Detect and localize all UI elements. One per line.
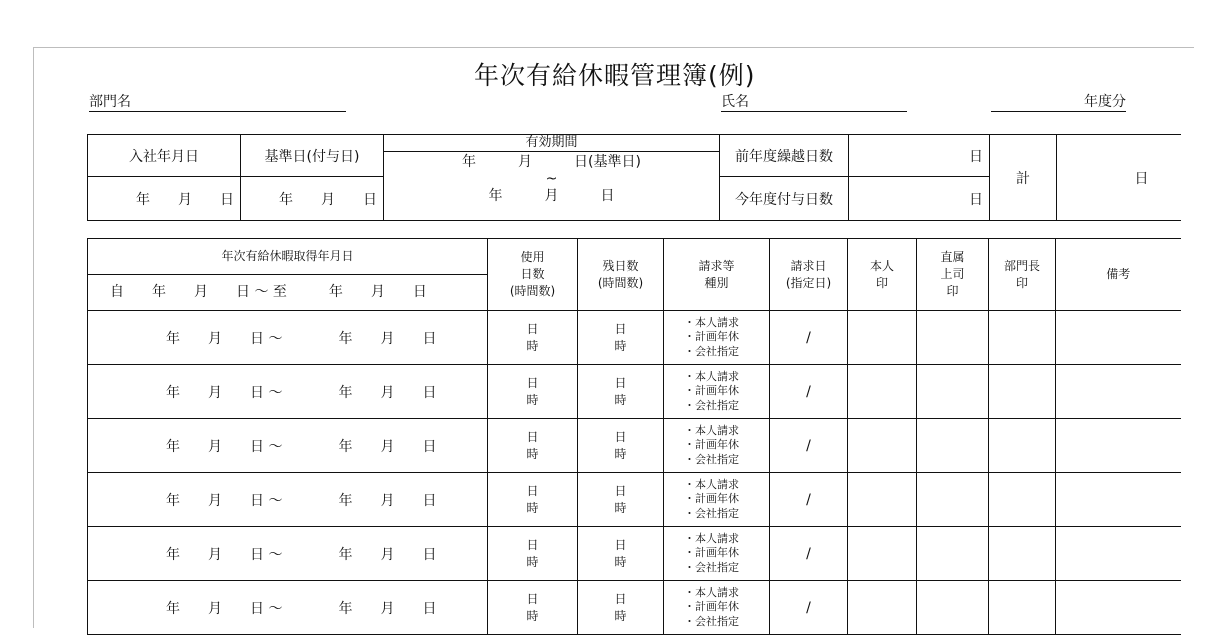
- request-option-company[interactable]: ・会社指定: [684, 344, 739, 358]
- day-unit: 日: [614, 429, 627, 444]
- self-seal-header: 本人 印: [848, 239, 917, 311]
- used-days-header: 使用 日数 (時間数): [488, 239, 578, 311]
- request-option-planned[interactable]: ・計画年休: [684, 330, 739, 344]
- supervisor-seal-cell[interactable]: [917, 473, 989, 527]
- request-option-company[interactable]: ・会社指定: [684, 398, 739, 412]
- leave-date-range[interactable]: 年 月 日 ～ 年 月 日: [88, 419, 488, 473]
- ledger-row: [88, 473, 1181, 527]
- request-option-self[interactable]: ・本人請求: [684, 477, 739, 491]
- day-unit: 日: [614, 537, 627, 552]
- dept-head-seal-cell[interactable]: [989, 365, 1056, 419]
- day-unit: 日: [526, 591, 539, 606]
- used-days-cell[interactable]: [488, 581, 578, 635]
- supervisor-seal-cell[interactable]: [917, 311, 989, 365]
- ledger-row: [88, 365, 1181, 419]
- remaining-days-cell[interactable]: [578, 527, 664, 581]
- dept-head-seal-cell[interactable]: [989, 473, 1056, 527]
- carryover-unit: 日: [969, 148, 983, 165]
- request-type-cell[interactable]: [664, 581, 770, 635]
- carryover-header: 前年度繰越日数: [720, 135, 849, 177]
- remaining-days-cell[interactable]: [578, 311, 664, 365]
- summary-table: [87, 134, 1181, 221]
- ledger-row: [88, 581, 1181, 635]
- request-option-self[interactable]: ・本人請求: [684, 585, 739, 599]
- valid-period-cell[interactable]: [384, 135, 720, 221]
- self-seal-cell[interactable]: [848, 527, 917, 581]
- day-unit: 日: [526, 429, 539, 444]
- hire-date-header: 入社年月日: [88, 135, 241, 177]
- request-type-cell[interactable]: [664, 311, 770, 365]
- valid-end: 年 月 日: [488, 188, 615, 204]
- ledger-row: [88, 311, 1181, 365]
- total-unit: 日: [1134, 170, 1149, 187]
- used-days-cell[interactable]: [488, 527, 578, 581]
- supervisor-seal-cell[interactable]: [917, 527, 989, 581]
- request-option-company[interactable]: ・会社指定: [684, 560, 739, 574]
- supervisor-seal-cell[interactable]: [917, 419, 989, 473]
- remaining-days-cell[interactable]: [578, 581, 664, 635]
- leave-date-range[interactable]: 年 月 日 ～ 年 月 日: [88, 581, 488, 635]
- used-days-cell[interactable]: [488, 419, 578, 473]
- day-unit: 日: [614, 591, 627, 606]
- request-date-cell[interactable]: /: [770, 473, 848, 527]
- notes-cell[interactable]: [1056, 365, 1181, 419]
- day-unit: 日: [526, 321, 539, 336]
- leave-date-range[interactable]: 年 月 日 ～ 年 月 日: [88, 365, 488, 419]
- remaining-days-header: 残日数 (時間数): [578, 239, 664, 311]
- day-unit: 日: [614, 375, 627, 390]
- hour-unit: 時: [614, 608, 627, 623]
- hour-unit: 時: [526, 500, 539, 515]
- hour-unit: 時: [614, 338, 627, 353]
- hour-unit: 時: [614, 446, 627, 461]
- hour-unit: 時: [526, 446, 539, 461]
- hire-date-value[interactable]: 年 月 日: [88, 177, 241, 221]
- self-seal-cell[interactable]: [848, 473, 917, 527]
- leave-date-range[interactable]: 年 月 日 ～ 年 月 日: [88, 473, 488, 527]
- request-date-cell[interactable]: /: [770, 365, 848, 419]
- request-option-self[interactable]: ・本人請求: [684, 369, 739, 383]
- hour-unit: 時: [526, 554, 539, 569]
- leave-dates-header: 年次有給休暇取得年月日: [88, 239, 488, 275]
- valid-period-header: 有効期間: [384, 135, 719, 152]
- supervisor-seal-header: 直属 上司 印: [917, 239, 989, 311]
- day-unit: 日: [614, 483, 627, 498]
- notes-cell[interactable]: [1056, 527, 1181, 581]
- request-option-self[interactable]: ・本人請求: [684, 531, 739, 545]
- notes-cell[interactable]: [1056, 473, 1181, 527]
- granted-header: 今年度付与日数: [720, 177, 849, 221]
- hour-unit: 時: [526, 338, 539, 353]
- leave-date-range[interactable]: 年 月 日 ～ 年 月 日: [88, 311, 488, 365]
- hour-unit: 時: [614, 500, 627, 515]
- total-value[interactable]: [1057, 135, 1181, 221]
- fiscal-year-field[interactable]: [991, 93, 1126, 112]
- name-label: 氏名: [721, 94, 749, 110]
- request-option-planned[interactable]: ・計画年休: [684, 492, 739, 506]
- remaining-days-cell[interactable]: [578, 365, 664, 419]
- request-type-cell[interactable]: [664, 473, 770, 527]
- carryover-value[interactable]: [849, 135, 990, 177]
- request-option-planned[interactable]: ・計画年休: [684, 384, 739, 398]
- form-page: [33, 47, 1194, 628]
- dept-head-seal-cell[interactable]: [989, 311, 1056, 365]
- day-unit: 日: [526, 537, 539, 552]
- valid-start: 年 月 日(基準日): [462, 154, 641, 170]
- notes-cell[interactable]: [1056, 419, 1181, 473]
- hour-unit: 時: [614, 392, 627, 407]
- ledger-row: [88, 527, 1181, 581]
- request-option-company[interactable]: ・会社指定: [684, 506, 739, 520]
- base-date-header: 基準日(付与日): [241, 135, 384, 177]
- granted-unit: 日: [969, 191, 983, 208]
- from-to-header: 自 年 月 日 ～ 至 年 月 日: [88, 275, 488, 311]
- dept-label: 部門名: [89, 94, 131, 110]
- request-date-cell[interactable]: /: [770, 419, 848, 473]
- remaining-days-cell[interactable]: [578, 473, 664, 527]
- request-date-cell[interactable]: /: [770, 581, 848, 635]
- day-unit: 日: [526, 483, 539, 498]
- dept-head-seal-header: 部門長 印: [989, 239, 1056, 311]
- dept-head-seal-cell[interactable]: [989, 581, 1056, 635]
- request-type-cell[interactable]: [664, 419, 770, 473]
- self-seal-cell[interactable]: [848, 419, 917, 473]
- used-days-cell[interactable]: [488, 473, 578, 527]
- fiscal-label: 年度分: [1084, 94, 1126, 110]
- self-seal-cell[interactable]: [848, 581, 917, 635]
- leave-ledger-table: [87, 238, 1181, 635]
- notes-cell[interactable]: [1056, 311, 1181, 365]
- notes-cell[interactable]: [1056, 581, 1181, 635]
- request-date-cell[interactable]: /: [770, 311, 848, 365]
- request-option-planned[interactable]: ・計画年休: [684, 438, 739, 452]
- self-seal-cell[interactable]: [848, 311, 917, 365]
- supervisor-seal-cell[interactable]: [917, 365, 989, 419]
- valid-tilde: ~: [545, 171, 558, 187]
- total-header: 計: [990, 135, 1057, 221]
- remaining-days-cell[interactable]: [578, 419, 664, 473]
- base-date-value[interactable]: 年 月 日: [241, 177, 384, 221]
- hour-unit: 時: [614, 554, 627, 569]
- request-option-planned[interactable]: ・計画年休: [684, 600, 739, 614]
- request-type-cell[interactable]: [664, 365, 770, 419]
- leave-date-range[interactable]: 年 月 日 ～ 年 月 日: [88, 527, 488, 581]
- request-type-cell[interactable]: [664, 527, 770, 581]
- request-option-self[interactable]: ・本人請求: [684, 315, 739, 329]
- dept-head-seal-cell[interactable]: [989, 527, 1056, 581]
- name-field[interactable]: [721, 93, 907, 112]
- dept-field[interactable]: [89, 93, 346, 112]
- hour-unit: 時: [526, 392, 539, 407]
- request-option-company[interactable]: ・会社指定: [684, 452, 739, 466]
- request-option-company[interactable]: ・会社指定: [684, 614, 739, 628]
- used-days-cell[interactable]: [488, 365, 578, 419]
- used-days-cell[interactable]: [488, 311, 578, 365]
- request-type-header: 請求等 種別: [664, 239, 770, 311]
- notes-header: 備考: [1056, 239, 1181, 311]
- granted-value[interactable]: [849, 177, 990, 221]
- request-option-planned[interactable]: ・計画年休: [684, 546, 739, 560]
- dept-head-seal-cell[interactable]: [989, 419, 1056, 473]
- page-title: 年次有給休暇管理簿(例): [474, 61, 756, 90]
- supervisor-seal-cell[interactable]: [917, 581, 989, 635]
- request-date-cell[interactable]: /: [770, 527, 848, 581]
- day-unit: 日: [614, 321, 627, 336]
- self-seal-cell[interactable]: [848, 365, 917, 419]
- hour-unit: 時: [526, 608, 539, 623]
- ledger-row: [88, 419, 1181, 473]
- request-date-header: 請求日 (指定日): [770, 239, 848, 311]
- day-unit: 日: [526, 375, 539, 390]
- request-option-self[interactable]: ・本人請求: [684, 423, 739, 437]
